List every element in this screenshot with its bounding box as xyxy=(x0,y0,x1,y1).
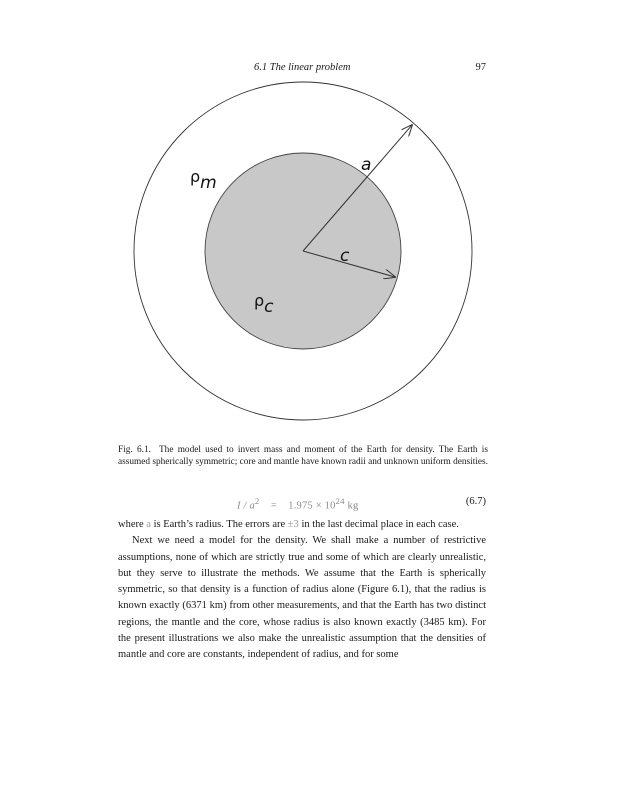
body-paragraph: Next we need a model for the density. We shall make a number of restrictive assumptions, none of which are strictly true and some of which are clearly unrealistic, but they serve to illustrate the methods. We assume that the Earth is spherically symmetric, so that density is a function of radius alone (Figure 6.1), that the radius is known exactly (6371 km) from other measurements, and that the Earth has two distinct regions, the mantle and the core, whose radius is also known exactly (3485 km). For the present illustrations we also make the unrealistic assumption that the densities of mantle and core are constants, independent of radius, and for some xyxy=(118,535,486,661)
body-line-1: where a is Earth’s radius. The errors are ±3 in the last decimal place in each case. xyxy=(118,519,459,530)
equation-6-7 xyxy=(118,496,486,510)
body-text xyxy=(118,517,486,664)
equation-body: I / $a^2$ = $1.975 \times 10^{24}$ kg xyxy=(237,496,359,512)
running-head xyxy=(118,62,486,76)
rho-m-label: ρm xyxy=(190,167,217,193)
earth-model-figure xyxy=(118,78,498,438)
page-number: 97 xyxy=(475,62,486,73)
figure-number: Fig. 6.1. xyxy=(118,445,151,455)
radius-a-label: a xyxy=(361,155,372,175)
running-title: 6.1 The linear problem xyxy=(254,62,351,73)
rho-c-label: ρc xyxy=(254,291,274,317)
caption-text: The model used to invert mass and moment of the Earth for density. The Earth is assumed spherically symmetric; core and mantle have known radii and unknown uniform densities. xyxy=(118,445,489,467)
radius-c-label: c xyxy=(340,246,350,266)
equation-number: (6.7) xyxy=(465,496,486,507)
figure-caption xyxy=(118,445,488,468)
